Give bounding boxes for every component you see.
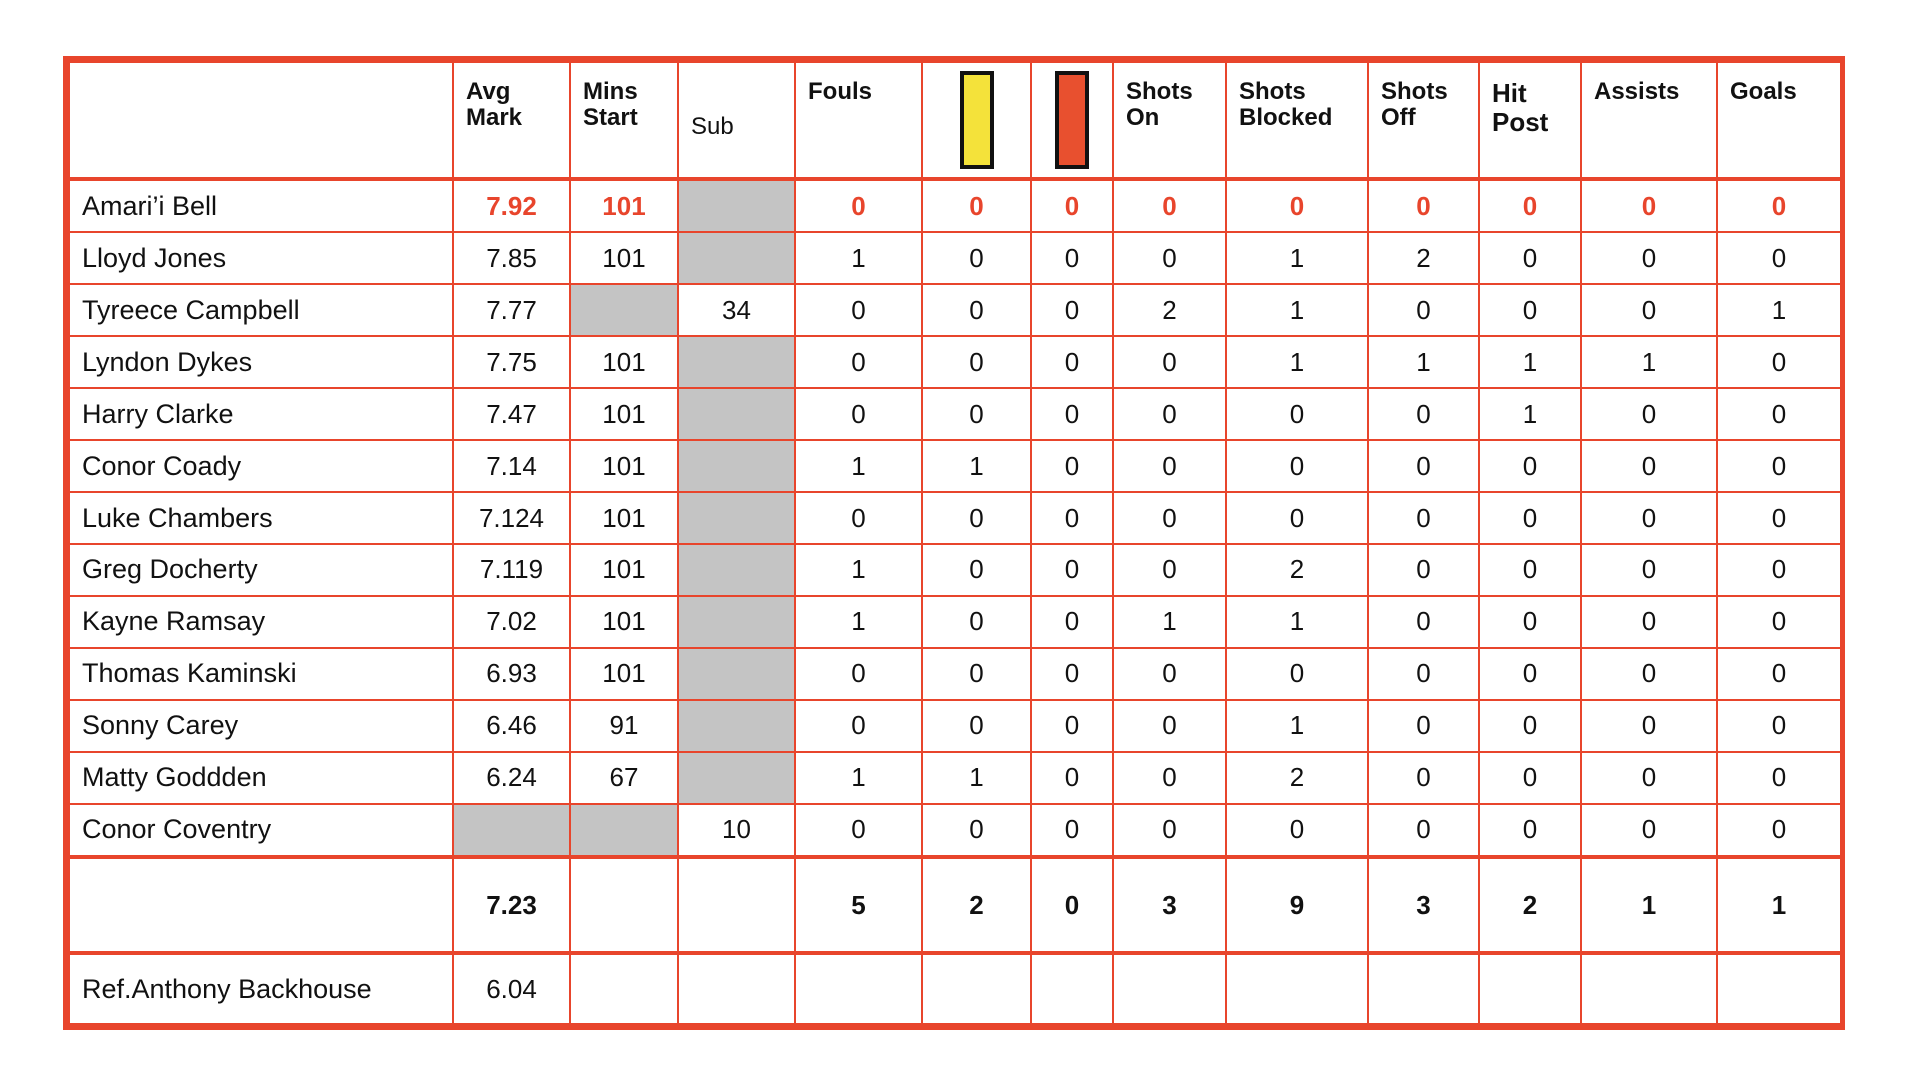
cell-shots-off: 0 (1368, 648, 1479, 700)
totals-yellow: 2 (922, 857, 1031, 953)
cell-avg-mark: 7.77 (453, 284, 570, 336)
header-goals: Goals (1717, 62, 1841, 179)
totals-shots-blocked: 9 (1226, 857, 1368, 953)
cell-avg-mark: 7.75 (453, 336, 570, 388)
cell-avg-mark (453, 804, 570, 858)
cell-shots-off: 0 (1368, 804, 1479, 858)
cell-mins-start: 101 (570, 492, 678, 544)
cell-shots-blocked: 2 (1226, 752, 1368, 804)
header-sub: Sub (678, 62, 795, 179)
cell-hit-post: 0 (1479, 232, 1581, 284)
totals-goals: 1 (1717, 857, 1841, 953)
referee-empty-cell (1479, 953, 1581, 1024)
cell-red-cards: 0 (1031, 440, 1113, 492)
cell-mins-start: 101 (570, 336, 678, 388)
cell-player-name: Matty Goddden (69, 752, 453, 804)
cell-shots-blocked: 1 (1226, 596, 1368, 648)
cell-shots-on: 0 (1113, 544, 1226, 596)
cell-sub-minutes (678, 544, 795, 596)
player-row (69, 440, 1841, 492)
cell-shots-on: 0 (1113, 648, 1226, 700)
cell-avg-mark: 7.124 (453, 492, 570, 544)
cell-goals: 0 (1717, 700, 1841, 752)
cell-shots-off: 2 (1368, 232, 1479, 284)
cell-assists: 0 (1581, 544, 1717, 596)
cell-yellow-cards: 0 (922, 700, 1031, 752)
cell-mins-start (570, 804, 678, 858)
cell-hit-post: 0 (1479, 284, 1581, 336)
cell-fouls: 0 (795, 700, 922, 752)
cell-shots-on: 1 (1113, 596, 1226, 648)
cell-player-name: Lyndon Dykes (69, 336, 453, 388)
player-row (69, 648, 1841, 700)
cell-sub-minutes (678, 388, 795, 440)
totals-fouls: 5 (795, 857, 922, 953)
cell-shots-blocked: 0 (1226, 804, 1368, 858)
cell-mins-start: 101 (570, 596, 678, 648)
cell-sub-minutes: 34 (678, 284, 795, 336)
cell-avg-mark: 6.93 (453, 648, 570, 700)
cell-player-name: Kayne Ramsay (69, 596, 453, 648)
totals-shots-off: 3 (1368, 857, 1479, 953)
cell-red-cards: 0 (1031, 336, 1113, 388)
player-row (69, 544, 1841, 596)
yellow-card-icon (960, 71, 994, 169)
totals-red: 0 (1031, 857, 1113, 953)
header-hit-post: Hit Post (1479, 62, 1581, 179)
totals-hit-post: 2 (1479, 857, 1581, 953)
cell-mins-start: 101 (570, 388, 678, 440)
cell-goals: 0 (1717, 440, 1841, 492)
cell-sub-minutes (678, 336, 795, 388)
cell-mins-start: 101 (570, 440, 678, 492)
cell-fouls: 0 (795, 804, 922, 858)
cell-shots-on: 0 (1113, 492, 1226, 544)
referee-row (69, 953, 1841, 1024)
cell-shots-on: 2 (1113, 284, 1226, 336)
cell-mins-start: 101 (570, 179, 678, 232)
player-row (69, 284, 1841, 336)
cell-hit-post: 0 (1479, 179, 1581, 232)
cell-red-cards: 0 (1031, 284, 1113, 336)
cell-shots-on: 0 (1113, 388, 1226, 440)
cell-goals: 0 (1717, 492, 1841, 544)
totals-shots-on: 3 (1113, 857, 1226, 953)
cell-player-name: Thomas Kaminski (69, 648, 453, 700)
header-red-card (1031, 62, 1113, 179)
cell-fouls: 0 (795, 648, 922, 700)
cell-fouls: 0 (795, 492, 922, 544)
cell-shots-blocked: 2 (1226, 544, 1368, 596)
cell-red-cards: 0 (1031, 492, 1113, 544)
cell-yellow-cards: 0 (922, 804, 1031, 858)
cell-mins-start: 101 (570, 544, 678, 596)
referee-empty-cell (1226, 953, 1368, 1024)
cell-goals: 0 (1717, 388, 1841, 440)
referee-avg: 6.04 (453, 953, 570, 1024)
player-row (69, 700, 1841, 752)
cell-fouls: 0 (795, 284, 922, 336)
cell-red-cards: 0 (1031, 232, 1113, 284)
cell-avg-mark: 7.02 (453, 596, 570, 648)
totals-mins (570, 857, 678, 953)
cell-shots-off: 1 (1368, 336, 1479, 388)
cell-fouls: 0 (795, 179, 922, 232)
cell-player-name: Greg Docherty (69, 544, 453, 596)
cell-sub-minutes (678, 700, 795, 752)
cell-red-cards: 0 (1031, 700, 1113, 752)
cell-goals: 1 (1717, 284, 1841, 336)
cell-yellow-cards: 0 (922, 544, 1031, 596)
cell-fouls: 1 (795, 596, 922, 648)
referee-empty-cell (922, 953, 1031, 1024)
cell-shots-blocked: 0 (1226, 440, 1368, 492)
player-row (69, 596, 1841, 648)
totals-avg: 7.23 (453, 857, 570, 953)
header-shots-blocked: Shots Blocked (1226, 62, 1368, 179)
cell-shots-off: 0 (1368, 388, 1479, 440)
cell-red-cards: 0 (1031, 648, 1113, 700)
header-shots-on: Shots On (1113, 62, 1226, 179)
referee-empty-cell (1717, 953, 1841, 1024)
cell-yellow-cards: 0 (922, 596, 1031, 648)
cell-shots-blocked: 0 (1226, 648, 1368, 700)
cell-mins-start: 101 (570, 648, 678, 700)
player-stats-table-frame (63, 56, 1845, 1030)
cell-avg-mark: 7.119 (453, 544, 570, 596)
totals-row (69, 857, 1841, 953)
cell-yellow-cards: 0 (922, 179, 1031, 232)
cell-fouls: 0 (795, 388, 922, 440)
cell-mins-start (570, 284, 678, 336)
referee-empty-cell (1031, 953, 1113, 1024)
cell-yellow-cards: 0 (922, 492, 1031, 544)
cell-red-cards: 0 (1031, 388, 1113, 440)
referee-empty-cell (1113, 953, 1226, 1024)
cell-red-cards: 0 (1031, 804, 1113, 858)
cell-fouls: 1 (795, 232, 922, 284)
cell-shots-on: 0 (1113, 752, 1226, 804)
cell-shots-off: 0 (1368, 596, 1479, 648)
cell-sub-minutes (678, 232, 795, 284)
cell-sub-minutes (678, 648, 795, 700)
cell-hit-post: 0 (1479, 440, 1581, 492)
player-row (69, 232, 1841, 284)
cell-player-name: Harry Clarke (69, 388, 453, 440)
cell-goals: 0 (1717, 336, 1841, 388)
player-rows (69, 179, 1841, 857)
cell-assists: 0 (1581, 440, 1717, 492)
cell-hit-post: 0 (1479, 648, 1581, 700)
cell-sub-minutes (678, 752, 795, 804)
cell-fouls: 1 (795, 544, 922, 596)
cell-hit-post: 0 (1479, 492, 1581, 544)
cell-goals: 0 (1717, 179, 1841, 232)
cell-shots-on: 0 (1113, 179, 1226, 232)
cell-shots-blocked: 0 (1226, 179, 1368, 232)
header-row (69, 62, 1841, 179)
player-row (69, 752, 1841, 804)
cell-player-name: Sonny Carey (69, 700, 453, 752)
cell-hit-post: 1 (1479, 388, 1581, 440)
cell-player-name: Amari’i Bell (69, 179, 453, 232)
cell-assists: 0 (1581, 804, 1717, 858)
referee-empty-cell (1368, 953, 1479, 1024)
cell-goals: 0 (1717, 232, 1841, 284)
header-avg-mark: Avg Mark (453, 62, 570, 179)
cell-shots-on: 0 (1113, 336, 1226, 388)
totals-label-cell (69, 857, 453, 953)
cell-shots-off: 0 (1368, 440, 1479, 492)
cell-shots-on: 0 (1113, 804, 1226, 858)
header-yellow-card (922, 62, 1031, 179)
cell-goals: 0 (1717, 804, 1841, 858)
cell-shots-blocked: 0 (1226, 492, 1368, 544)
cell-red-cards: 0 (1031, 179, 1113, 232)
player-row (69, 804, 1841, 858)
cell-avg-mark: 7.85 (453, 232, 570, 284)
cell-yellow-cards: 0 (922, 648, 1031, 700)
cell-shots-on: 0 (1113, 440, 1226, 492)
cell-player-name: Luke Chambers (69, 492, 453, 544)
referee-empty-cell (1581, 953, 1717, 1024)
cell-fouls: 1 (795, 752, 922, 804)
cell-sub-minutes (678, 179, 795, 232)
cell-assists: 0 (1581, 700, 1717, 752)
player-stats-table (68, 61, 1842, 1025)
cell-yellow-cards: 1 (922, 440, 1031, 492)
cell-player-name: Tyreece Campbell (69, 284, 453, 336)
referee-name: Ref.Anthony Backhouse (69, 953, 453, 1024)
cell-mins-start: 101 (570, 232, 678, 284)
cell-assists: 0 (1581, 284, 1717, 336)
cell-shots-off: 0 (1368, 544, 1479, 596)
cell-yellow-cards: 0 (922, 232, 1031, 284)
cell-shots-off: 0 (1368, 492, 1479, 544)
cell-goals: 0 (1717, 648, 1841, 700)
cell-shots-off: 0 (1368, 284, 1479, 336)
cell-shots-off: 0 (1368, 700, 1479, 752)
header-shots-off: Shots Off (1368, 62, 1479, 179)
referee-empty-cell (795, 953, 922, 1024)
cell-yellow-cards: 0 (922, 284, 1031, 336)
cell-shots-blocked: 1 (1226, 232, 1368, 284)
cell-hit-post: 0 (1479, 700, 1581, 752)
cell-hit-post: 0 (1479, 752, 1581, 804)
player-row (69, 492, 1841, 544)
player-row (69, 179, 1841, 232)
cell-shots-blocked: 0 (1226, 388, 1368, 440)
referee-empty-cell (678, 953, 795, 1024)
cell-shots-off: 0 (1368, 752, 1479, 804)
player-row (69, 336, 1841, 388)
cell-shots-on: 0 (1113, 232, 1226, 284)
cell-avg-mark: 7.47 (453, 388, 570, 440)
cell-assists: 0 (1581, 179, 1717, 232)
cell-shots-on: 0 (1113, 700, 1226, 752)
cell-sub-minutes: 10 (678, 804, 795, 858)
cell-hit-post: 0 (1479, 596, 1581, 648)
cell-assists: 0 (1581, 752, 1717, 804)
cell-mins-start: 67 (570, 752, 678, 804)
cell-sub-minutes (678, 440, 795, 492)
cell-yellow-cards: 0 (922, 388, 1031, 440)
cell-shots-blocked: 1 (1226, 700, 1368, 752)
totals-assists: 1 (1581, 857, 1717, 953)
header-fouls: Fouls (795, 62, 922, 179)
referee-empty-cell (570, 953, 678, 1024)
cell-assists: 0 (1581, 492, 1717, 544)
cell-goals: 0 (1717, 752, 1841, 804)
cell-shots-blocked: 1 (1226, 284, 1368, 336)
cell-avg-mark: 7.92 (453, 179, 570, 232)
cell-assists: 0 (1581, 232, 1717, 284)
red-card-icon (1055, 71, 1089, 169)
cell-player-name: Lloyd Jones (69, 232, 453, 284)
cell-assists: 0 (1581, 388, 1717, 440)
cell-sub-minutes (678, 596, 795, 648)
cell-fouls: 0 (795, 336, 922, 388)
cell-red-cards: 0 (1031, 752, 1113, 804)
cell-avg-mark: 7.14 (453, 440, 570, 492)
cell-sub-minutes (678, 492, 795, 544)
header-mins-start: Mins Start (570, 62, 678, 179)
cell-shots-off: 0 (1368, 179, 1479, 232)
cell-yellow-cards: 0 (922, 336, 1031, 388)
cell-player-name: Conor Coventry (69, 804, 453, 858)
cell-red-cards: 0 (1031, 544, 1113, 596)
cell-assists: 0 (1581, 596, 1717, 648)
cell-goals: 0 (1717, 544, 1841, 596)
cell-hit-post: 0 (1479, 804, 1581, 858)
cell-avg-mark: 6.46 (453, 700, 570, 752)
totals-sub (678, 857, 795, 953)
cell-assists: 0 (1581, 648, 1717, 700)
cell-player-name: Conor Coady (69, 440, 453, 492)
cell-shots-blocked: 1 (1226, 336, 1368, 388)
cell-hit-post: 0 (1479, 544, 1581, 596)
cell-fouls: 1 (795, 440, 922, 492)
cell-red-cards: 0 (1031, 596, 1113, 648)
header-player (69, 62, 453, 179)
cell-hit-post: 1 (1479, 336, 1581, 388)
player-row (69, 388, 1841, 440)
cell-yellow-cards: 1 (922, 752, 1031, 804)
cell-goals: 0 (1717, 596, 1841, 648)
cell-mins-start: 91 (570, 700, 678, 752)
header-assists: Assists (1581, 62, 1717, 179)
cell-avg-mark: 6.24 (453, 752, 570, 804)
cell-assists: 1 (1581, 336, 1717, 388)
